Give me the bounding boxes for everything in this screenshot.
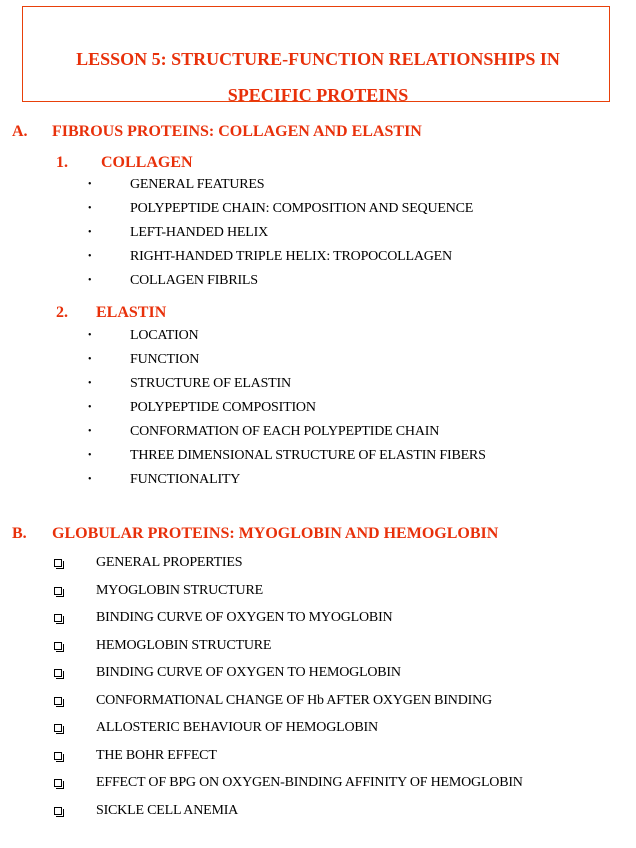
checkbox-bullet-icon [54, 587, 62, 595]
list-item: CONFORMATIONAL CHANGE OF Hb AFTER OXYGEN BINDING [96, 692, 492, 708]
list-item: HEMOGLOBIN STRUCTURE [96, 637, 272, 653]
section-b-marker: B. [12, 525, 27, 542]
list-item: POLYPEPTIDE CHAIN: COMPOSITION AND SEQUENCE [130, 201, 474, 216]
list-item: FUNCTIONALITY [130, 472, 241, 487]
elastin-heading: ELASTIN [96, 304, 167, 321]
list-item: THE BOHR EFFECT [96, 747, 217, 763]
list-item: COLLAGEN FIBRILS [130, 273, 258, 288]
checkbox-bullet-icon [54, 752, 62, 760]
list-item: STRUCTURE OF ELASTIN [130, 376, 291, 391]
list-item: RIGHT-HANDED TRIPLE HELIX: TROPOCOLLAGEN [130, 249, 452, 264]
elastin-marker: 2. [56, 304, 68, 321]
lesson-title-line2: SPECIFIC PROTEINS [227, 85, 409, 105]
list-item: THREE DIMENSIONAL STRUCTURE OF ELASTIN FIBERS [130, 448, 486, 463]
bullet-icon: • [88, 275, 92, 286]
lesson-title-line1: LESSON 5: STRUCTURE-FUNCTION RELATIONSHIPS IN [76, 49, 560, 69]
list-item: SICKLE CELL ANEMIA [96, 802, 239, 818]
checkbox-bullet-icon [54, 614, 62, 622]
list-item: BINDING CURVE OF OXYGEN TO MYOGLOBIN [96, 610, 393, 625]
bullet-icon: • [88, 426, 92, 437]
list-item: GENERAL PROPERTIES [96, 555, 243, 570]
checkbox-bullet-icon [54, 559, 62, 567]
checkbox-bullet-icon [54, 779, 62, 787]
list-item: MYOGLOBIN STRUCTURE [96, 582, 263, 598]
bullet-icon: • [88, 179, 92, 190]
bullet-icon: • [88, 203, 92, 214]
list-item: ALLOSTERIC BEHAVIOUR OF HEMOGLOBIN [96, 720, 378, 735]
bullet-icon: • [88, 378, 92, 389]
checkbox-bullet-icon [54, 669, 62, 677]
checkbox-bullet-icon [54, 697, 62, 705]
section-a-heading: FIBROUS PROTEINS: COLLAGEN AND ELASTIN [52, 123, 422, 140]
checkbox-bullet-icon [54, 642, 62, 650]
collagen-marker: 1. [56, 154, 68, 171]
checkbox-bullet-icon [54, 807, 62, 815]
list-item: CONFORMATION OF EACH POLYPEPTIDE CHAIN [130, 424, 440, 439]
collagen-heading: COLLAGEN [101, 154, 193, 171]
list-item: LEFT-HANDED HELIX [130, 225, 269, 240]
bullet-icon: • [88, 402, 92, 413]
bullet-icon: • [88, 354, 92, 365]
bullet-icon: • [88, 227, 92, 238]
list-item: EFFECT OF BPG ON OXYGEN-BINDING AFFINITY OF HEMOGLOBIN [96, 775, 523, 790]
bullet-icon: • [88, 330, 92, 341]
list-item: POLYPEPTIDE COMPOSITION [130, 400, 316, 415]
list-item: BINDING CURVE OF OXYGEN TO HEMOGLOBIN [96, 665, 401, 680]
bullet-icon: • [88, 251, 92, 262]
list-item: FUNCTION [130, 352, 200, 367]
list-item: LOCATION [130, 328, 199, 343]
list-item: GENERAL FEATURES [130, 177, 265, 192]
checkbox-bullet-icon [54, 724, 62, 732]
section-b-heading: GLOBULAR PROTEINS: MYOGLOBIN AND HEMOGLOBIN [52, 525, 499, 542]
bullet-icon: • [88, 474, 92, 485]
bullet-icon: • [88, 450, 92, 461]
section-a-marker: A. [12, 123, 28, 140]
